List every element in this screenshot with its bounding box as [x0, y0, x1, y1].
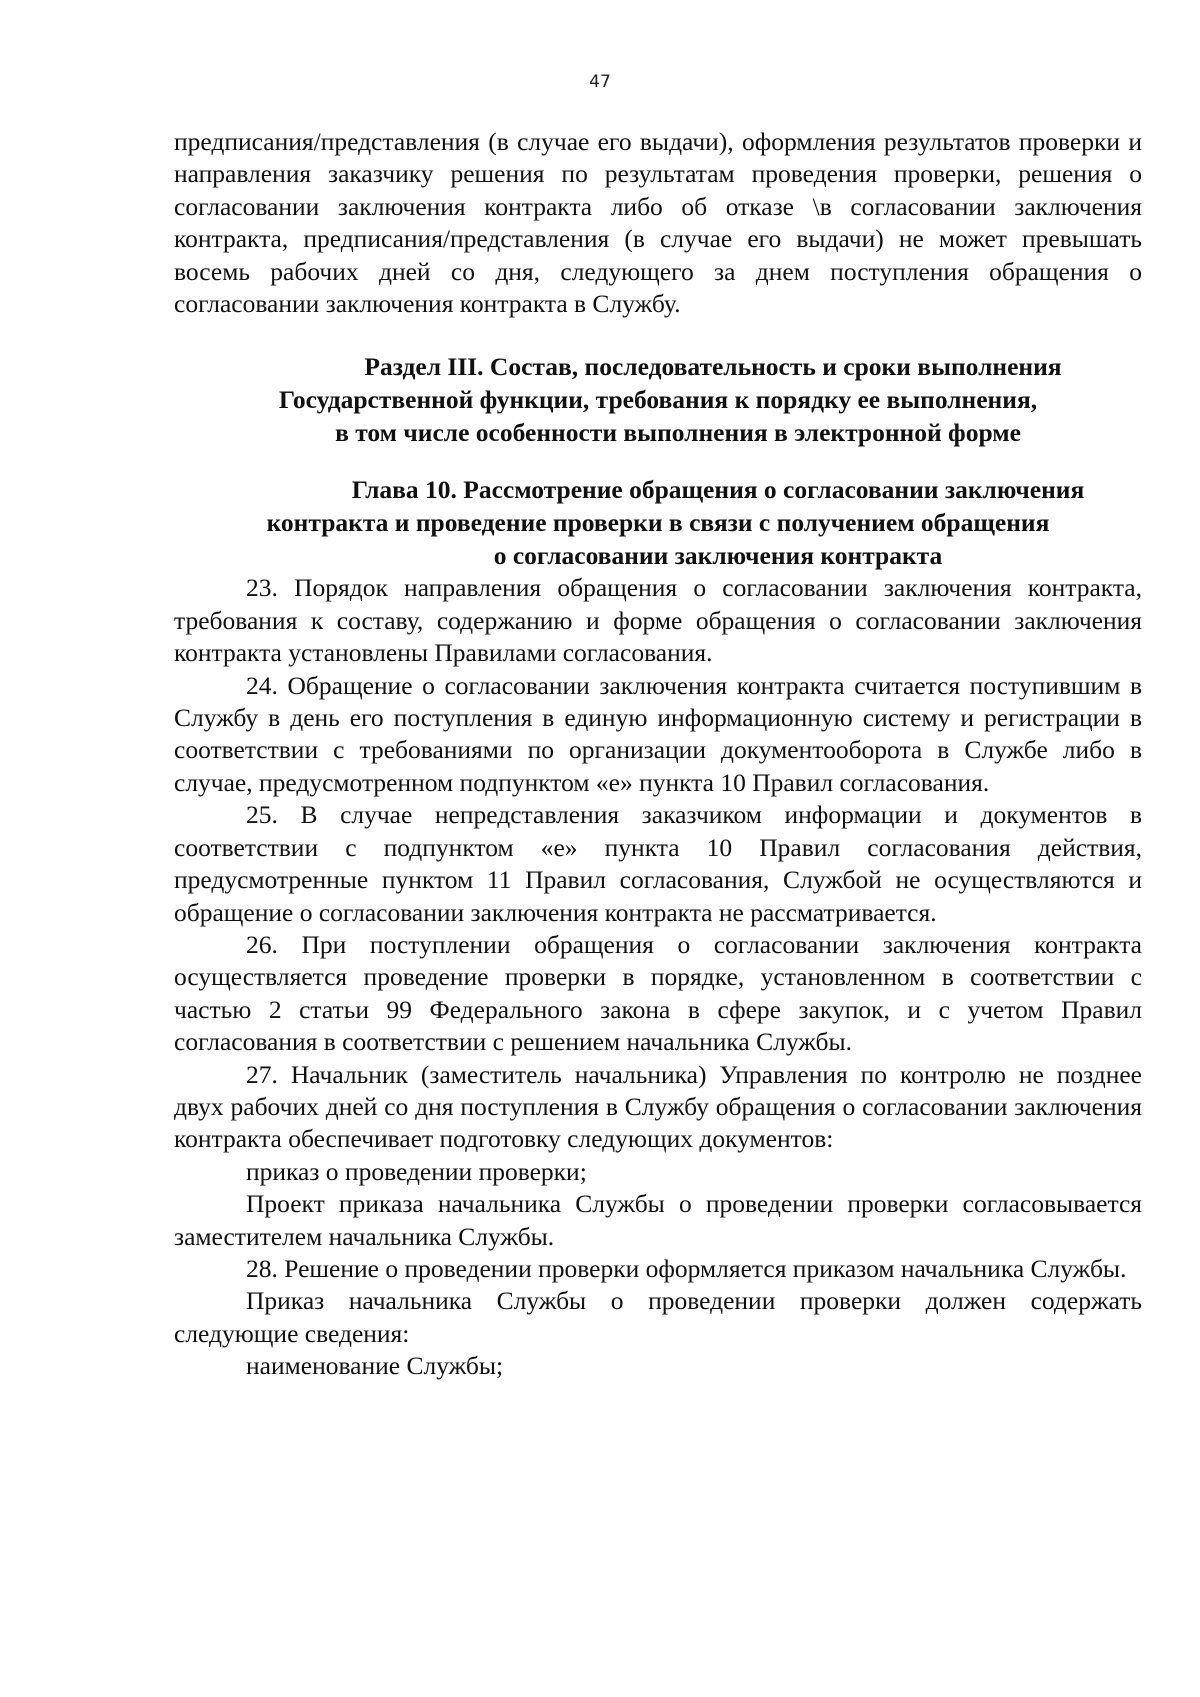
paragraph-order-contents: Приказ начальника Службы о проведении проверки должен содержать следующие сведения:	[174, 1286, 1142, 1348]
paragraph-24: 24. Обращение о согласовании заключения контракта считается поступившим в Службу в день его поступления в единую информационную систему и регистрации в соответствии с требованиями по организации документооборота в Службе либо в случае, предусмотренном подпунктом «е» пункта 10 Правил согласования.	[174, 670, 1142, 797]
section-heading-line: Раздел III. Состав, последовательность и сроки выполнения	[364, 352, 1062, 382]
section-heading-line: в том числе особенности выполнения в электронной форме	[335, 418, 1021, 448]
paragraph-27: 27. Начальник (заместитель начальника) Управления по контролю не позднее двух рабочих дней со дня поступления в Службу обращения о согласовании заключения контракта обеспечивает подготовку следующих документов:	[174, 1059, 1142, 1154]
document-body	[174, 126, 1142, 1383]
paragraph-28: 28. Решение о проведении проверки оформляется приказом начальника Службы.	[246, 1253, 1127, 1283]
paragraph-draft-order: Проект приказа начальника Службы о проведении проверки согласовывается заместителем начальника Службы.	[174, 1189, 1142, 1251]
paragraph-23: 23. Порядок направления обращения о согласовании заключения контракта, требования к составу, содержанию и форме обращения о согласовании заключения контракта установлены Правилами согласования.	[174, 573, 1142, 668]
page-number: 47	[589, 72, 611, 92]
chapter-heading-line: о согласовании заключения контракта	[493, 541, 943, 571]
paragraph-26: 26. При поступлении обращения о согласовании заключения контракта осуществляется проведение проверки в порядке, установленном в соответствии с частью 2 статьи 99 Федерального закона в сфере закупок, и с учетом Правил согласования в соответствии с решением начальника Службы.	[174, 929, 1142, 1057]
chapter-heading	[174, 473, 1142, 572]
list-item: наименование Службы;	[246, 1351, 504, 1381]
section-heading	[174, 350, 1142, 449]
paragraph-25: 25. В случае непредставления заказчиком информации и документов в соответствии с подпунктом «е» пункта 10 Правил согласования действия, предусмотренные пунктом 11 Правил согласования, Службой не осуществляются и обращение о согласовании заключения контракта не рассматривается.	[174, 800, 1142, 927]
section-heading-line: Государственной функции, требования к порядку ее выполнения,	[278, 385, 1038, 415]
paragraph-continuation: предписания/представления (в случае его выдачи), оформления результатов проверки и направления заказчику решения по результатам проведения проверки, решения о согласовании заключения контракта либо об отказе \в согласовании заключения контракта, предписания/представления (в случае его выдачи) не может превышать восемь рабочих дней со дня, следующего за днем поступления обращения о согласовании заключения контракта в Службу.	[174, 127, 1142, 319]
list-item: приказ о проведении проверки;	[246, 1156, 587, 1186]
chapter-heading-line: Глава 10. Рассмотрение обращения о согласовании заключения	[351, 475, 1085, 505]
chapter-heading-line: контракта и проведение проверки в связи с получением обращения	[266, 508, 1050, 538]
